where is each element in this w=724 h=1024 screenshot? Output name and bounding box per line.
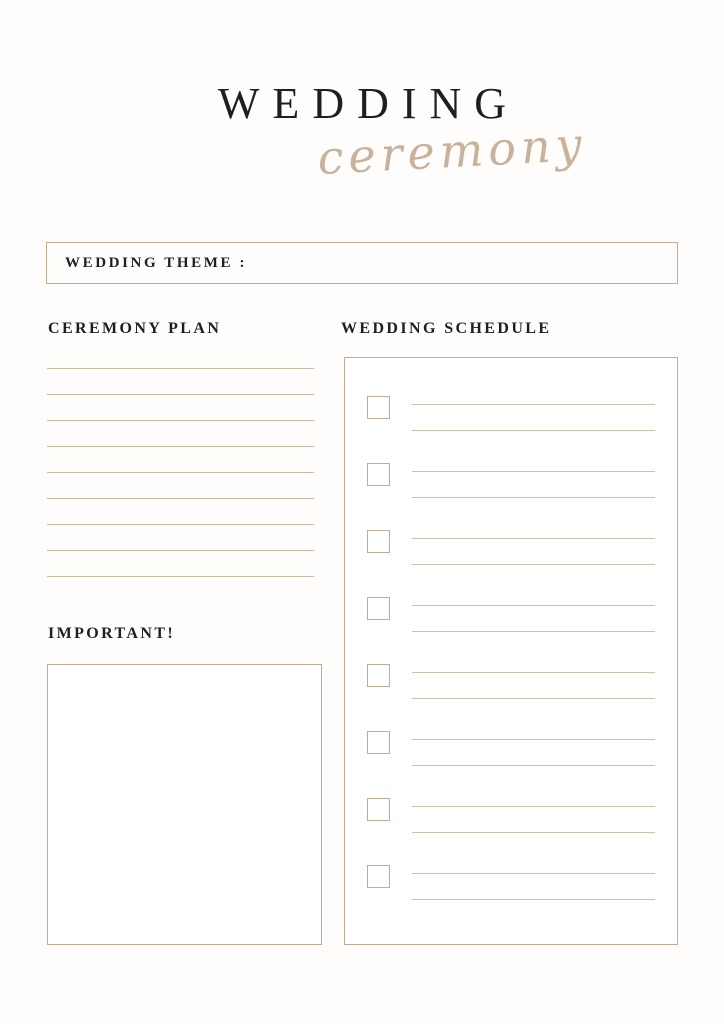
ceremony-plan-line[interactable] xyxy=(47,368,314,369)
schedule-item-line[interactable] xyxy=(412,404,655,405)
schedule-item-line[interactable] xyxy=(412,631,655,632)
ceremony-plan-lines xyxy=(47,368,314,602)
list-item[interactable] xyxy=(367,731,655,798)
schedule-item-lines xyxy=(412,664,655,724)
page-header xyxy=(0,78,724,208)
ceremony-plan-line[interactable] xyxy=(47,394,314,395)
schedule-item-line[interactable] xyxy=(412,672,655,673)
checkbox-icon[interactable] xyxy=(367,798,390,821)
list-item[interactable] xyxy=(367,463,655,530)
schedule-item-lines xyxy=(412,731,655,791)
checkbox-icon[interactable] xyxy=(367,865,390,888)
schedule-item-lines xyxy=(412,798,655,858)
schedule-item-lines xyxy=(412,396,655,456)
schedule-item-line[interactable] xyxy=(412,497,655,498)
schedule-item-line[interactable] xyxy=(412,739,655,740)
ceremony-plan-line[interactable] xyxy=(47,446,314,447)
list-item[interactable] xyxy=(367,664,655,731)
wedding-theme-label: WEDDING THEME : xyxy=(65,254,248,271)
schedule-item-lines xyxy=(412,530,655,590)
list-item[interactable] xyxy=(367,597,655,664)
schedule-item-lines xyxy=(412,865,655,925)
wedding-schedule-heading: WEDDING SCHEDULE xyxy=(341,320,552,337)
schedule-item-line[interactable] xyxy=(412,832,655,833)
important-notes-box[interactable] xyxy=(47,664,322,945)
checkbox-icon[interactable] xyxy=(367,731,390,754)
wedding-theme-field[interactable] xyxy=(46,242,678,284)
page-title: WEDDING xyxy=(217,79,520,128)
wedding-schedule-box xyxy=(344,357,678,945)
schedule-item-line[interactable] xyxy=(412,564,655,565)
ceremony-plan-line[interactable] xyxy=(47,420,314,421)
schedule-item-line[interactable] xyxy=(412,765,655,766)
ceremony-plan-line[interactable] xyxy=(47,576,314,577)
checkbox-icon[interactable] xyxy=(367,664,390,687)
important-heading: IMPORTANT! xyxy=(48,625,176,642)
ceremony-plan-line[interactable] xyxy=(47,550,314,551)
checkbox-icon[interactable] xyxy=(367,463,390,486)
schedule-item-line[interactable] xyxy=(412,605,655,606)
ceremony-plan-heading: CEREMONY PLAN xyxy=(48,320,222,337)
ceremony-plan-line[interactable] xyxy=(47,498,314,499)
schedule-item-line[interactable] xyxy=(412,698,655,699)
schedule-item-line[interactable] xyxy=(412,471,655,472)
checkbox-icon[interactable] xyxy=(367,597,390,620)
schedule-item-line[interactable] xyxy=(412,899,655,900)
schedule-item-lines xyxy=(412,597,655,657)
checkbox-icon[interactable] xyxy=(367,396,390,419)
schedule-item-line[interactable] xyxy=(412,538,655,539)
checkbox-icon[interactable] xyxy=(367,530,390,553)
ceremony-plan-line[interactable] xyxy=(47,524,314,525)
schedule-item-lines xyxy=(412,463,655,523)
list-item[interactable] xyxy=(367,865,655,932)
list-item[interactable] xyxy=(367,798,655,865)
wedding-schedule-list xyxy=(345,358,677,944)
schedule-item-line[interactable] xyxy=(412,873,655,874)
schedule-item-line[interactable] xyxy=(412,430,655,431)
list-item[interactable] xyxy=(367,530,655,597)
schedule-item-line[interactable] xyxy=(412,806,655,807)
list-item[interactable] xyxy=(367,396,655,463)
page-subtitle-script: ceremony xyxy=(316,116,588,186)
ceremony-plan-line[interactable] xyxy=(47,472,314,473)
